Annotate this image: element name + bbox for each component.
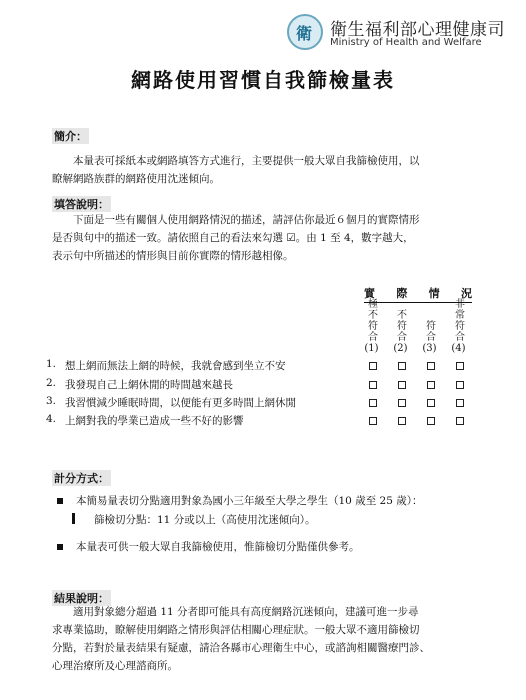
results-line: 分點，若對於量表結果有疑慮，請洽各縣市心理衛生中心，或諮詢相關醫療門診、	[52, 642, 430, 654]
intro-heading: 簡介：	[54, 130, 87, 143]
answer-checkbox[interactable]	[398, 362, 406, 370]
column-number: (4)	[451, 343, 466, 354]
bullet-icon	[57, 544, 63, 550]
results-line: 適用對象總分超過 11 分者即可能具有高度網路沉迷傾向，建議可進一步尋	[73, 606, 419, 618]
column-number: (1)	[364, 343, 379, 354]
answer-checkbox[interactable]	[456, 381, 464, 389]
column-label-4	[453, 299, 467, 354]
bar-icon	[72, 513, 75, 524]
scale-columns	[366, 299, 476, 357]
ministry-logo	[287, 14, 323, 50]
scale-header-char: 際	[396, 287, 408, 300]
question-text: 上網對我的學業已造成一些不好的影響	[65, 415, 244, 427]
answer-checkbox[interactable]	[427, 381, 435, 389]
answer-checkbox[interactable]	[456, 417, 464, 425]
instructions-line: 下面是一些有關個人使用網路情況的描述，請評估你最近６個月的實際情形	[73, 214, 420, 226]
scoring-item: 本簡易量表切分點適用對象為國小三年級至大學之學生（10 歲至 25 歲）：	[76, 495, 423, 507]
instructions-heading: 填答說明：	[54, 198, 109, 211]
column-label-text: 非常符合	[455, 299, 465, 343]
logo-glyph: 衛	[296, 24, 313, 43]
question-number: 3.	[46, 395, 57, 407]
answer-checkbox[interactable]	[369, 399, 377, 407]
intro-line: 瞭解網路族群的網路使用沈迷傾向。	[52, 173, 220, 185]
column-label-1	[366, 299, 380, 354]
column-label-text: 極不符合	[368, 299, 378, 343]
scoring-item: 本量表可供一般大眾自我篩檢使用，惟篩檢切分點僅供參考。	[76, 541, 360, 553]
answer-checkbox[interactable]	[456, 399, 464, 407]
question-text: 想上網而無法上網的時候，我就會感到坐立不安	[65, 360, 286, 372]
column-label-2	[395, 310, 409, 354]
answer-checkbox[interactable]	[398, 381, 406, 389]
results-line: 心理治療所及心理諮商所。	[52, 660, 178, 672]
answer-checkbox[interactable]	[398, 417, 406, 425]
page-title: 網路使用習慣自我篩檢量表	[131, 68, 395, 92]
answer-checkbox[interactable]	[398, 399, 406, 407]
scale-header-char: 情	[428, 287, 440, 300]
scale-header-char: 況	[460, 287, 472, 300]
column-label-text: 不符合	[397, 310, 407, 343]
question-number: 2.	[46, 377, 57, 389]
instructions-line: 表示句中所描述的情形與目前你實際的情形越相像。	[52, 250, 294, 262]
answer-checkbox[interactable]	[369, 362, 377, 370]
answer-checkbox[interactable]	[369, 417, 377, 425]
question-text: 我發現自己上網休閒的時間越來越長	[65, 379, 233, 391]
column-number: (2)	[393, 343, 408, 354]
column-label-3	[424, 321, 438, 354]
answer-checkbox[interactable]	[427, 417, 435, 425]
results-text	[52, 603, 492, 675]
instructions-line: 是否與句中的描述一致。請依照自己的看法來勾選 ☑。由 1 至 4，數字越大，	[52, 232, 414, 244]
question-number: 1.	[46, 358, 57, 370]
results-line: 求專業協助，瞭解使用網路之情形與評估相關心理症狀。一般大眾不適用篩檢切	[52, 624, 420, 636]
scale-header-char: 實	[364, 287, 375, 300]
answer-checkbox[interactable]	[369, 381, 377, 389]
intro-line: 本量表可採紙本或網路填答方式進行，主要提供一般大眾自我篩檢使用，以	[73, 155, 420, 167]
org-name-zh: 衛生福利部心理健康司	[330, 20, 505, 40]
org-name-en: Ministry of Health and Welfare	[330, 37, 482, 48]
scoring-subitem: 篩檢切分點：11 分或以上（高使用沈迷傾向）。	[94, 514, 316, 526]
answer-checkbox[interactable]	[456, 362, 464, 370]
results-heading: 結果說明：	[54, 592, 109, 605]
scoring-heading: 計分方式：	[54, 472, 109, 485]
instructions-text	[52, 211, 484, 265]
column-label-text: 符合	[426, 321, 436, 343]
answer-checkbox[interactable]	[427, 399, 435, 407]
intro-text	[52, 152, 484, 188]
bullet-icon	[57, 498, 63, 504]
answer-checkbox[interactable]	[427, 362, 435, 370]
question-text: 我習慣減少睡眠時間，以便能有更多時間上網休閒	[65, 397, 296, 409]
column-number: (3)	[422, 343, 437, 354]
question-number: 4.	[46, 413, 57, 425]
